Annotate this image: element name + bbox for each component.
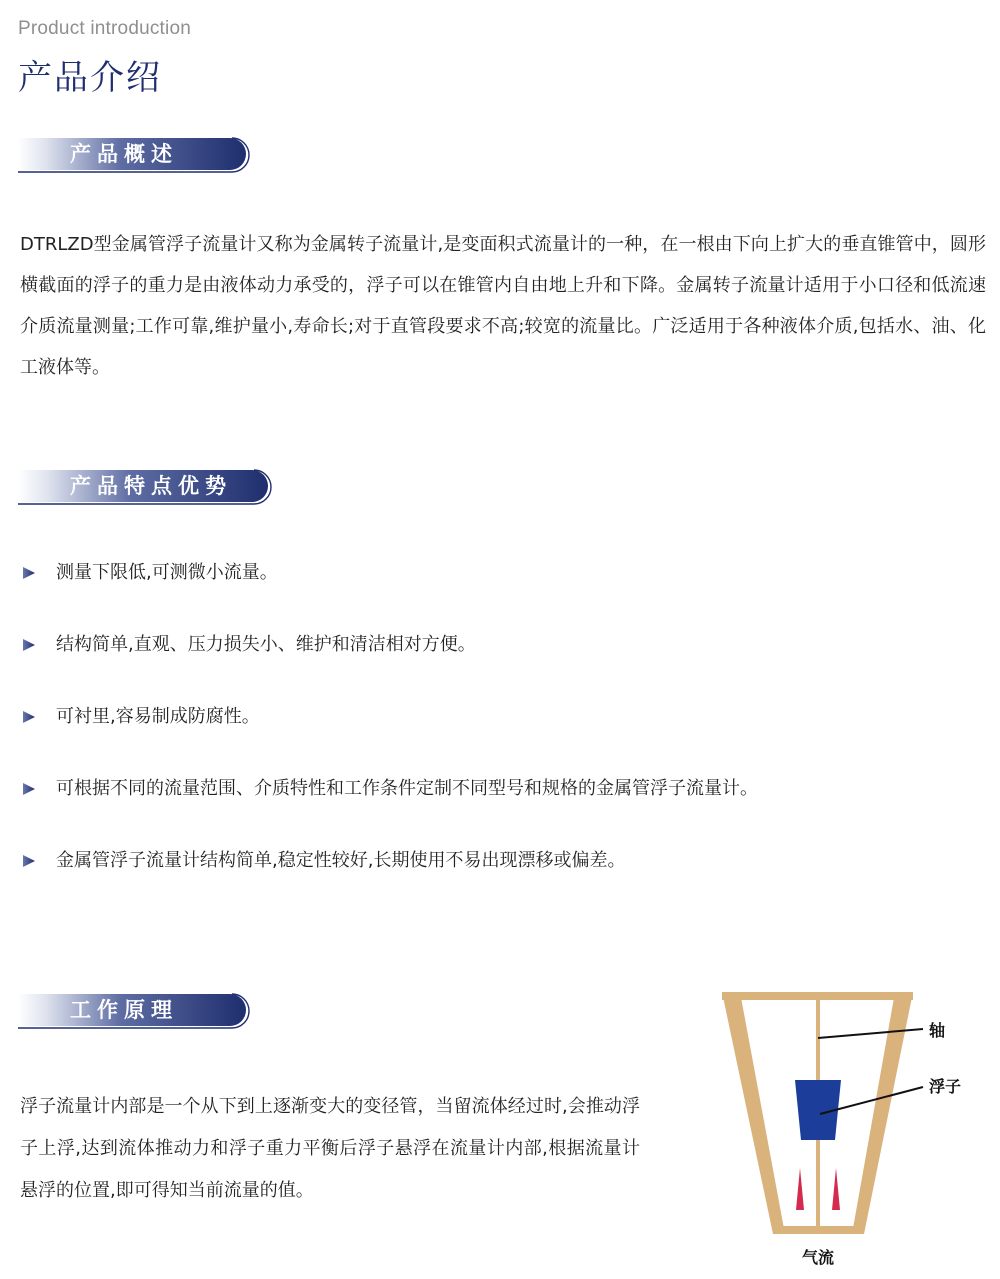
feature-text: 金属管浮子流量计结构简单,稳定性较好,长期使用不易出现漂移或偏差。 <box>56 850 626 871</box>
feature-item <box>22 703 982 775</box>
feature-item <box>22 559 982 631</box>
feature-text: 可根据不同的流量范围、介质特性和工作条件定制不同型号和规格的金属管浮子流量计。 <box>56 778 758 799</box>
section-heading-principle: 工作原理 <box>70 998 178 1022</box>
principle-text: 浮子流量计内部是一个从下到上逐渐变大的变径管，当留流体经过时,会推动浮子上浮,达到流体推动力和浮子重力平衡后浮子悬浮在流量计内部,根据流量计悬浮的位置,即可得知当前流量的值。 <box>20 1096 640 1201</box>
bullet-triangle-icon <box>22 782 36 796</box>
section-header-features <box>18 469 278 507</box>
page-subtitle-en: Product introduction <box>18 18 191 39</box>
tube-wall-left <box>722 992 785 1234</box>
overview-text: DTRLZD型金属管浮子流量计又称为金属转子流量计,是变面积式流量计的一种，在一根由下向上扩大的垂直锥管中，圆形横截面的浮子的重力是由液体动力承受的，浮子可以在锥管内自由地上升和下降。金属转子流量计适用于小口径和低流速介质流量测量;工作可靠,维护量小,寿命长;对于直管段要求不高;较宽的流量比。广泛适用于各种液体介质,包括水、油、化工液体等。 <box>20 234 986 378</box>
bullet-triangle-icon <box>22 854 36 868</box>
flowmeter-diagram <box>715 988 975 1270</box>
bullet-triangle-icon <box>22 638 36 652</box>
bullet-triangle-icon <box>22 566 36 580</box>
label-float: 浮子 <box>929 1077 962 1096</box>
airflow-arrow-icon <box>832 1168 840 1210</box>
shaft-leader-line <box>818 1029 923 1038</box>
feature-text: 可衬里,容易制成防腐性。 <box>56 706 260 727</box>
feature-item <box>22 847 982 919</box>
airflow-arrow-icon <box>796 1168 804 1210</box>
feature-item <box>22 775 982 847</box>
section-header-principle <box>18 993 258 1031</box>
feature-item <box>22 631 982 703</box>
feature-list <box>22 559 982 919</box>
feature-text: 测量下限低,可测微小流量。 <box>56 562 278 583</box>
section-header-overview <box>18 137 258 175</box>
section-heading-overview: 产品概述 <box>70 142 178 166</box>
tube-top <box>722 992 913 1000</box>
bullet-triangle-icon <box>22 710 36 724</box>
page-title: 产品介绍 <box>18 58 162 98</box>
label-shaft: 轴 <box>929 1021 946 1040</box>
tube-wall-right <box>852 992 913 1234</box>
tube-bottom <box>773 1226 864 1234</box>
section-heading-features: 产品特点优势 <box>70 474 232 498</box>
feature-text: 结构简单,直观、压力损失小、维护和清洁相对方便。 <box>56 634 476 655</box>
label-airflow: 气流 <box>801 1248 835 1267</box>
